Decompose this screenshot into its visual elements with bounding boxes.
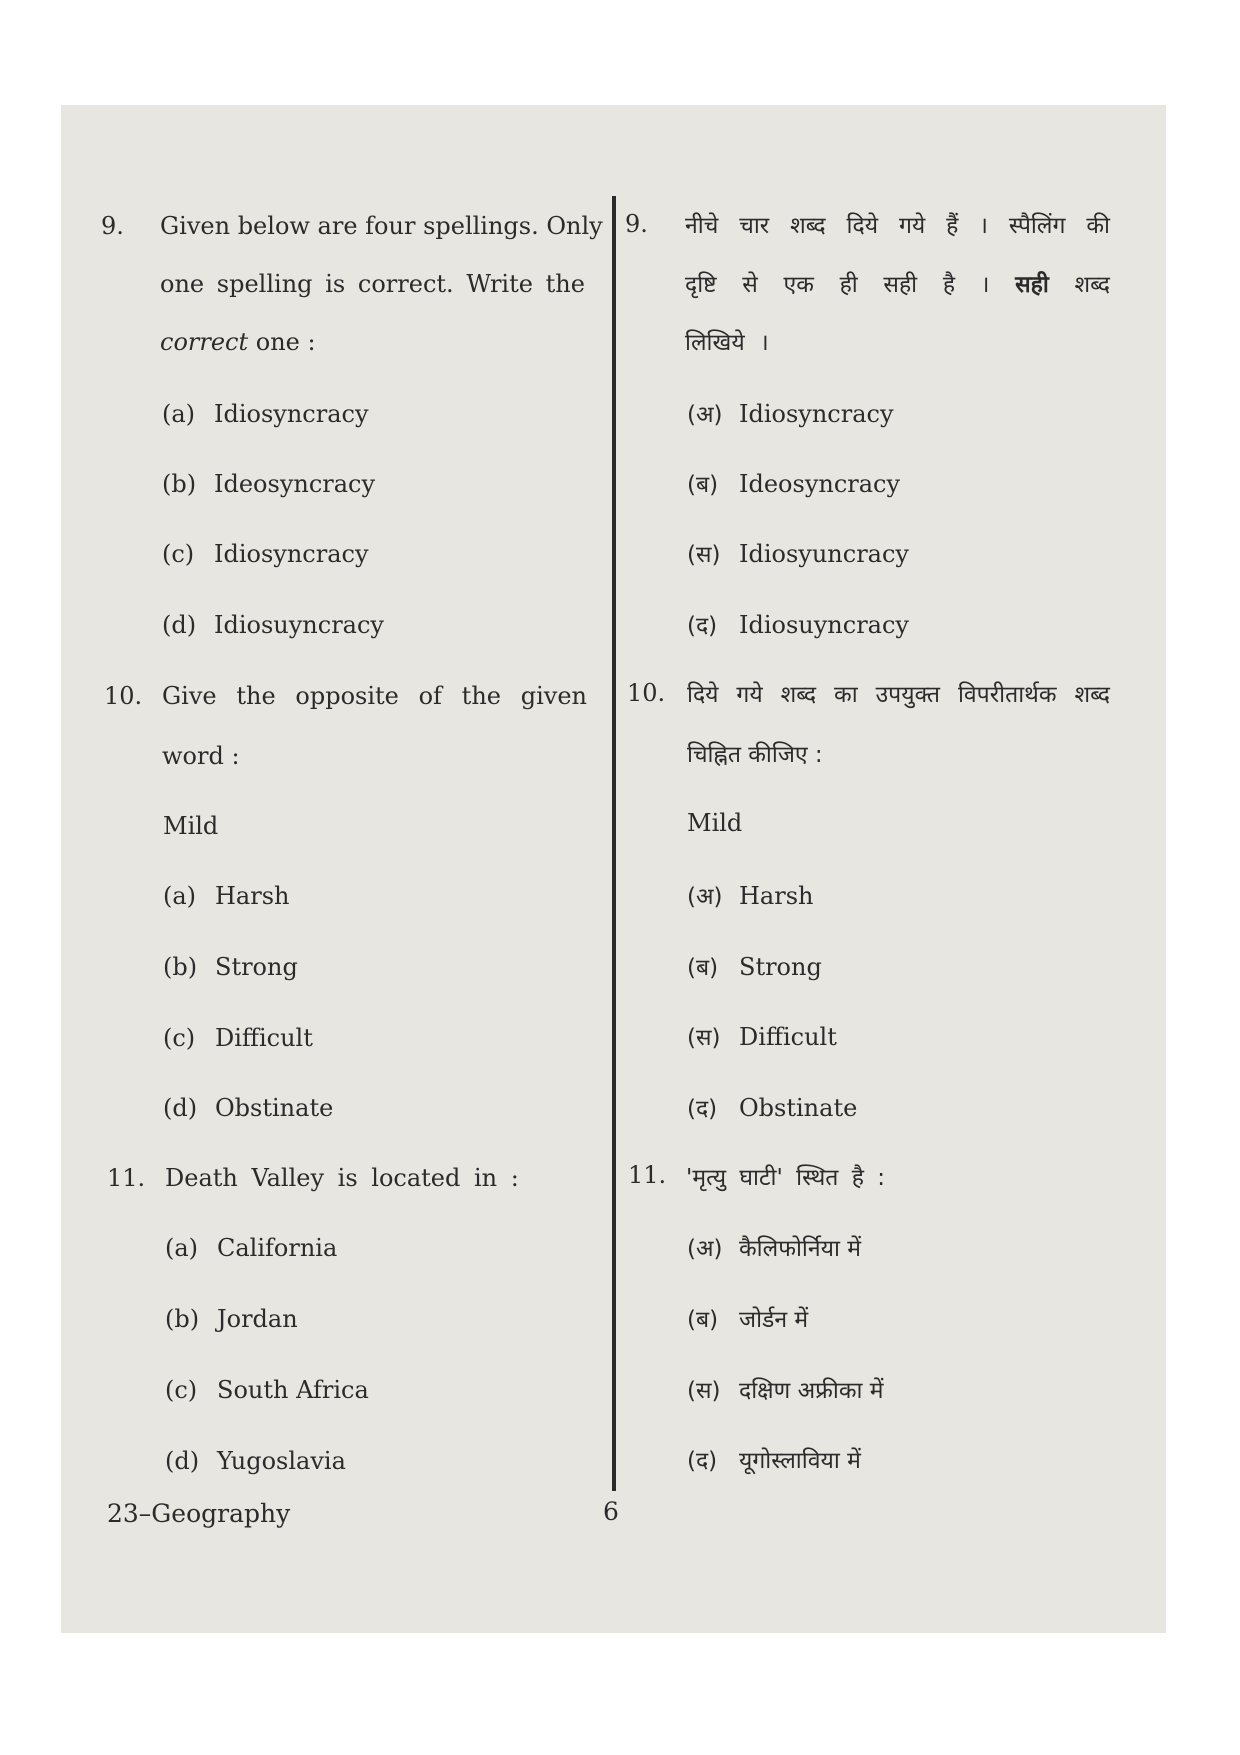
option-d: (द) यूगोस्लाविया में: [687, 1448, 861, 1474]
footer-subject: 23–Geography: [107, 1499, 291, 1528]
question-text: नीचे चार शब्द दिये गये हैं । स्पैलिंग की: [685, 213, 1110, 239]
option-a: (अ) Idiosyncracy: [687, 400, 894, 428]
question-text: चिह्नित कीजिए :: [687, 742, 823, 768]
option-d: (d) Yugoslavia: [165, 1447, 346, 1475]
question-text: 'मृत्यु घाटी' स्थित है :: [686, 1165, 885, 1191]
option-a: (a) Harsh: [163, 882, 290, 910]
question-text: दिये गये शब्द का उपयुक्त विपरीतार्थक शब्द: [687, 682, 1110, 708]
option-d: (d) Obstinate: [163, 1094, 334, 1122]
question-number: 11.: [628, 1161, 667, 1189]
given-word: Mild: [163, 812, 219, 840]
question-text: Given below are four spellings. Only: [160, 212, 603, 240]
option-b: (ब) Strong: [687, 953, 822, 981]
page-number: 6: [603, 1497, 619, 1526]
option-c: (c) Difficult: [163, 1024, 313, 1052]
question-text: Death Valley is located in :: [165, 1164, 519, 1192]
column-divider: [612, 196, 616, 1491]
question-text: word :: [162, 742, 240, 770]
question-number: 11.: [107, 1164, 146, 1192]
option-c: (c) South Africa: [165, 1376, 369, 1404]
option-a: (अ) Harsh: [687, 882, 814, 910]
option-b: (ब) जोर्डन में: [687, 1307, 809, 1333]
question-text: one spelling is correct. Write the: [160, 270, 585, 298]
question-number: 9.: [101, 212, 124, 240]
question-text: correct one :: [160, 328, 316, 356]
option-b: (ब) Ideosyncracy: [687, 470, 901, 498]
option-b: (b) Strong: [163, 953, 298, 981]
option-a: (अ) कैलिफोर्निया में: [687, 1236, 861, 1262]
option-a: (a) California: [165, 1234, 338, 1262]
option-d: (द) Obstinate: [687, 1094, 858, 1122]
option-b: (b) Jordan: [165, 1305, 298, 1333]
given-word: Mild: [687, 809, 743, 837]
question-text: दृष्टि से एक ही सही है । सही शब्द: [685, 272, 1110, 298]
option-d: (द) Idiosuyncracy: [687, 611, 909, 639]
question-number: 9.: [625, 210, 648, 238]
option-a: (a) Idiosyncracy: [162, 400, 369, 428]
option-c: (स) Idiosyuncracy: [687, 540, 909, 568]
question-number: 10.: [627, 679, 666, 707]
question-text: लिखिये ।: [685, 330, 769, 356]
option-c: (स) दक्षिण अफ्रीका में: [687, 1378, 884, 1404]
option-c: (स) Difficult: [687, 1023, 837, 1051]
question-number: 10.: [104, 682, 143, 710]
option-c: (c) Idiosyncracy: [162, 540, 369, 568]
question-text: Give the opposite of the given: [162, 682, 587, 710]
option-b: (b) Ideosyncracy: [162, 470, 376, 498]
option-d: (d) Idiosuyncracy: [162, 611, 384, 639]
